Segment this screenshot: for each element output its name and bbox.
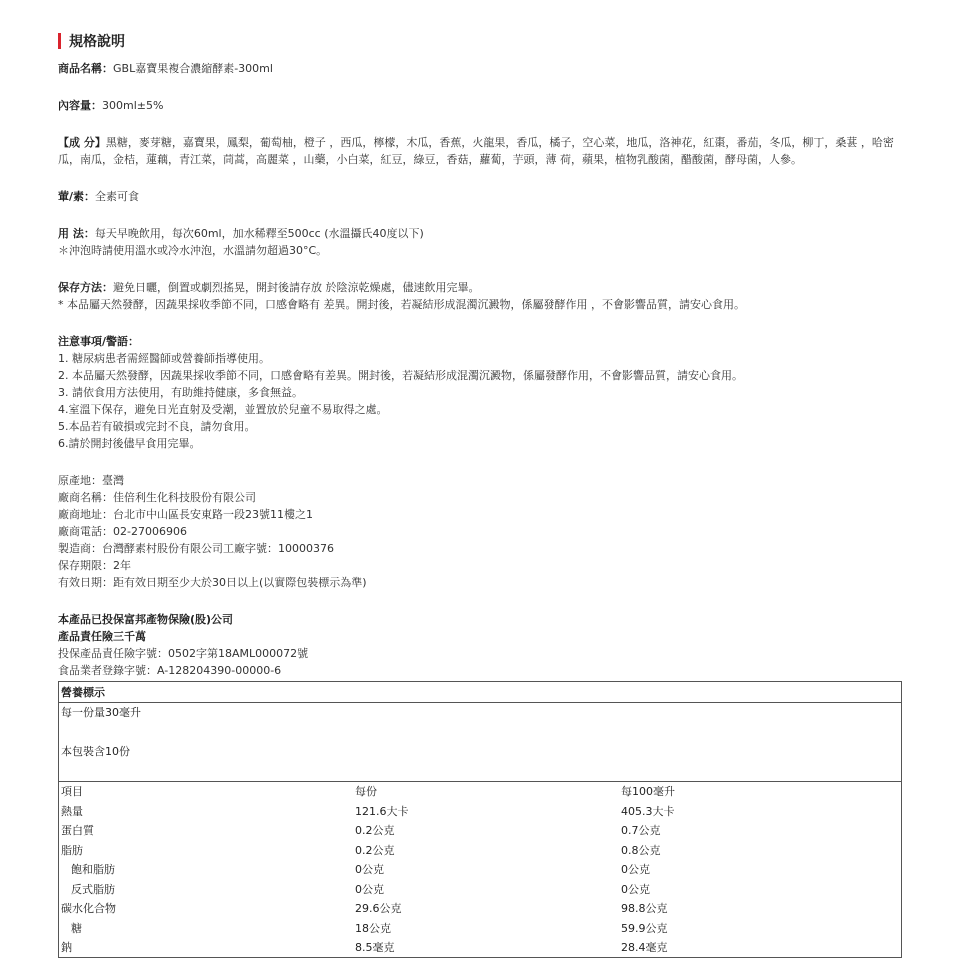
maker-shelf-life: 保存期限：2年 [58, 559, 131, 572]
warning-item: 3. 請依食用方法使用，有助維持健康，多食無益。 [58, 386, 303, 399]
nutrition-header-row [59, 781, 901, 802]
warning-item: 1. 糖尿病患者需經醫師或營養師指導使用。 [58, 352, 270, 365]
maker-origin: 原產地：臺灣 [58, 474, 124, 487]
usage: 用 法：每天早晚飲用，每次60ml，加水稀釋至500cc (水溫攝氏40度以下) [58, 227, 424, 240]
table-row: 糖 18公克 59.9公克 [71, 921, 668, 935]
spec-section [58, 30, 906, 679]
table-row: 熱量 121.6大卡 405.3大卡 [61, 804, 675, 818]
maker-manufacturer: 製造商：台灣酵素村股份有限公司工廠字號：10000376 [58, 542, 334, 555]
ingredients: 【成 分】黑糖，麥芽糖，嘉寶果，鳳梨，葡萄柚，橙子 ，西瓜，檸檬，木瓜，香蕉，火龍果，香瓜，橘子，空心菜，地瓜，洛神花，紅棗，番茄，冬瓜，柳丁，桑葚 ，哈密瓜，南瓜，金桔，蓮藕，青江菜，茼蒿，高麗菜 ，山藥，小白菜，紅豆，綠豆，香菇，蘿蔔，芋頭，薄 荷，蘋果，植物乳酸菌，醋酸菌，酵母菌，人參。 [58, 136, 894, 166]
insurance-policy: 投保產品責任險字號：0502字第18AML000072號 [58, 647, 309, 660]
nutrition-title: 營養標示 [61, 685, 105, 699]
nutrition-serving-row [59, 702, 901, 723]
warning-item: 5.本品若有破損或完封不良，請勿食用。 [58, 420, 256, 433]
product-name: 商品名稱：GBL嘉寶果複合濃縮酵素-300ml [58, 62, 273, 75]
table-row: 脂肪 0.2公克 0.8公克 [61, 843, 661, 857]
diet-type: 葷/素：全素可食 [58, 190, 140, 203]
warning-item: 6.請於開封後儘早食用完畢。 [58, 437, 201, 450]
nutrition-servings: 本包裝含10份 [61, 745, 130, 759]
warnings-heading: 注意事項/警語： [58, 335, 140, 348]
warning-item: 4.室溫下保存，避免日光直射及受潮，並置放於兒童不易取得之處。 [58, 403, 388, 416]
header-per-serving: 每份 [355, 785, 377, 799]
food-registration: 食品業者登錄字號：A-128204390-00000-6 [58, 664, 282, 677]
maker-expiry: 有效日期：距有效日期至少大於30日以上(以實際包裝標示為準) [58, 576, 367, 589]
maker-address: 廠商地址：台北市中山區長安東路一段23號11樓之1 [58, 508, 313, 521]
insurance-amount: 產品責任險三千萬 [58, 630, 146, 643]
insurance-title: 本產品已投保富邦產物保險(股)公司 [58, 613, 234, 626]
title-accent-bar [58, 33, 61, 49]
section-title-text: 規格說明 [69, 34, 125, 50]
nutrition-servings-row [59, 742, 901, 762]
usage-note: ＊沖泡時請使用溫水或冷水沖泡，水溫請勿超過30°C。 [58, 244, 328, 257]
table-row: 飽和脂肪 0公克 0公克 [71, 863, 650, 877]
table-row: 鈉 8.5毫克 28.4毫克 [61, 941, 668, 955]
maker-company: 廠商名稱：佳倍利生化科技股份有限公司 [58, 491, 256, 504]
volume: 內容量：300ml±5% [58, 99, 164, 112]
storage: 保存方法：避免日曬，倒置或劇烈搖晃，開封後請存放 於陰涼乾燥處，儘速飲用完畢。 [58, 281, 480, 294]
nutrition-blank-row [59, 722, 901, 742]
maker-phone: 廠商電話：02-27006906 [58, 525, 187, 538]
table-row: 蛋白質 0.2公克 0.7公克 [61, 824, 661, 838]
nutrition-serving: 每一份量30毫升 [61, 706, 141, 720]
table-row: 碳水化合物 29.6公克 98.8公克 [61, 902, 668, 916]
header-item: 項目 [61, 785, 83, 799]
nutrition-blank-row [59, 761, 901, 781]
nutrition-table [58, 681, 902, 958]
table-row: 反式脂肪 0公克 0公克 [71, 882, 650, 896]
warning-item: 2. 本品屬天然發酵，因蔬果採收季節不同，口感會略有差異。開封後，若凝結形成混濁沉澱物，係屬發酵作用，不會影響品質，請安心食用。 [58, 369, 743, 382]
header-per-100ml: 每100毫升 [621, 785, 675, 799]
storage-note: * 本品屬天然發酵，因蔬果採收季節不同，口感會略有 差異。開封後，若凝結形成混濁沉澱物，係屬發酵作用 ，不會影響品質，請安心食用。 [58, 298, 745, 311]
nutrition-title-row [59, 682, 901, 702]
section-title [58, 30, 906, 52]
